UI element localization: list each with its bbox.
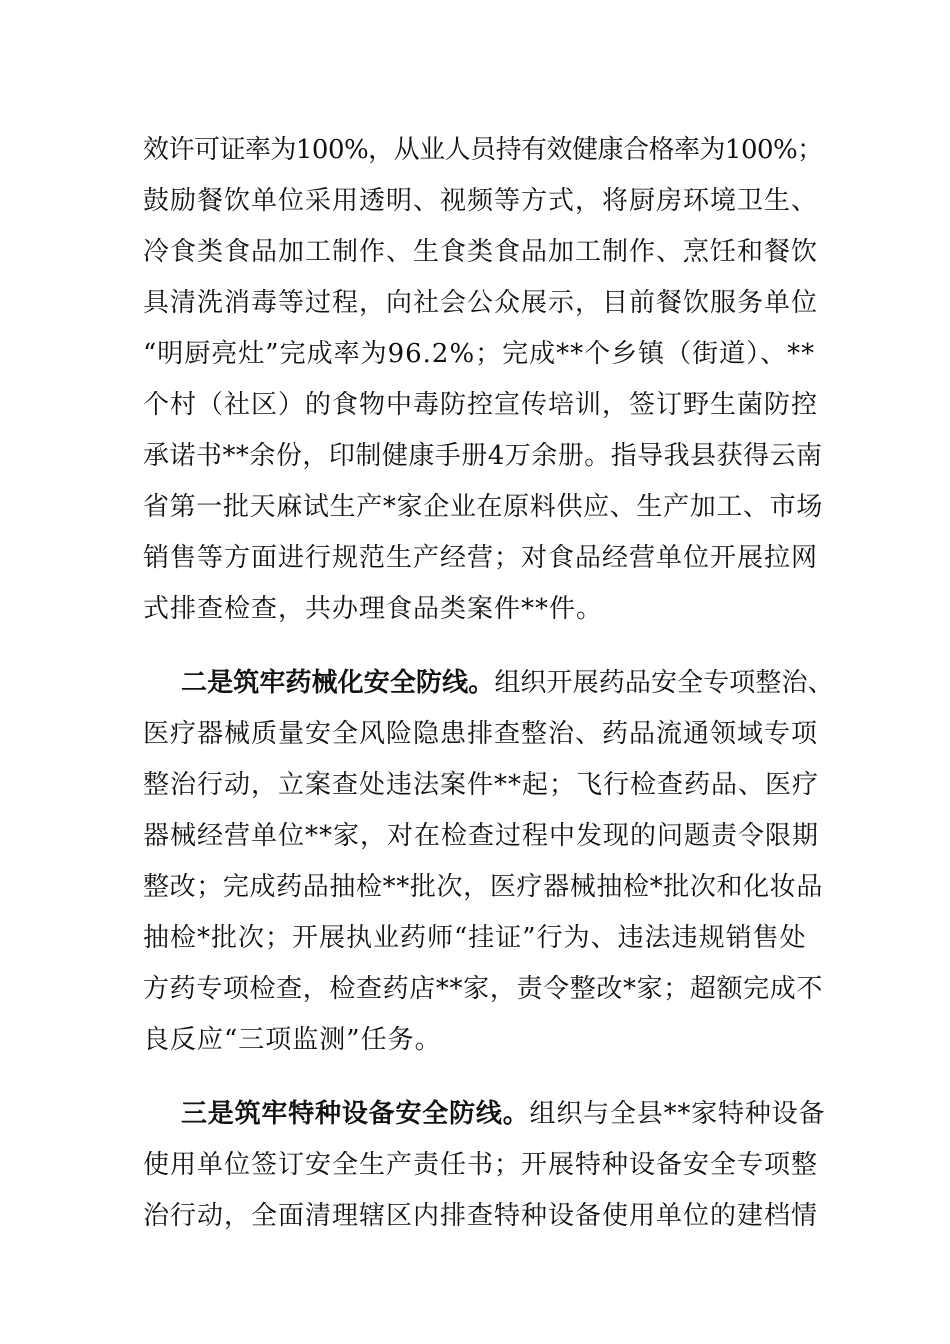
paragraph-2-line: 器械经营单位**家，对在检查过程中发现的问题责令限期 <box>143 821 820 851</box>
paragraph-2-heading: 二是筑牢药械化安全防线。 <box>181 668 495 698</box>
paragraph-2-first-line <box>181 663 834 703</box>
paragraph-2-line: 抽检*批次；开展执业药师“挂证”行为、违法违规销售处 <box>143 923 807 953</box>
paragraph-1-line: 鼓励餐饮单位采用透明、视频等方式，将厨房环境卫生、 <box>143 186 819 216</box>
paragraph-1-line: 具清洗消毒等过程，向社会公众展示，目前餐饮服务单位 <box>143 288 819 318</box>
paragraph-1-line: 式排查检查，共办理食品类案件**件。 <box>143 594 604 624</box>
paragraph-1-line: 冷食类食品加工制作、生食类食品加工制作、烹饪和餐饮 <box>143 237 819 267</box>
paragraph-2-line: 良反应“三项监测”任务。 <box>143 1025 442 1055</box>
paragraph-2-line: 整治行动，立案查处违法案件**起；飞行检查药品、医疗 <box>143 770 820 800</box>
paragraph-1-line: 承诺书**余份，印制健康手册4万余册。指导我县获得云南 <box>143 441 823 471</box>
paragraph-2-text: 组织开展药品安全专项整治、 <box>494 668 834 698</box>
paragraph-1-line: 销售等方面进行规范生产经营；对食品经营单位开展拉网 <box>143 543 819 573</box>
paragraph-1-line: 省第一批天麻试生产*家企业在原料供应、生产加工、市场 <box>143 492 824 522</box>
paragraph-1-line: 效许可证率为100%，从业人员持有效健康合格率为100%； <box>143 135 823 165</box>
paragraph-2-line: 方药专项检查，检查药店**家，责令整改*家；超额完成不 <box>143 974 824 1004</box>
paragraph-3-line: 治行动，全面清理辖区内排查特种设备使用单位的建档情 <box>143 1201 819 1231</box>
paragraph-3-text: 组织与全县**家特种设备 <box>529 1099 826 1129</box>
paragraph-3-first-line <box>181 1094 825 1134</box>
paragraph-1-line: “明厨亮灶”完成率为96.2%；完成**个乡镇（街道）、** <box>143 339 816 369</box>
paragraph-2-line: 医疗器械质量安全风险隐患排查整治、药品流通领域专项 <box>143 719 819 749</box>
paragraph-2-line: 整改；完成药品抽检**批次，医疗器械抽检*批次和化妆品 <box>143 872 824 902</box>
paragraph-1-line: 个村（社区）的食物中毒防控宣传培训，签订野生菌防控 <box>143 390 819 420</box>
paragraph-3-heading: 三是筑牢特种设备安全防线。 <box>181 1099 530 1129</box>
paragraph-3-line: 使用单位签订安全生产责任书；开展特种设备安全专项整 <box>143 1150 819 1180</box>
